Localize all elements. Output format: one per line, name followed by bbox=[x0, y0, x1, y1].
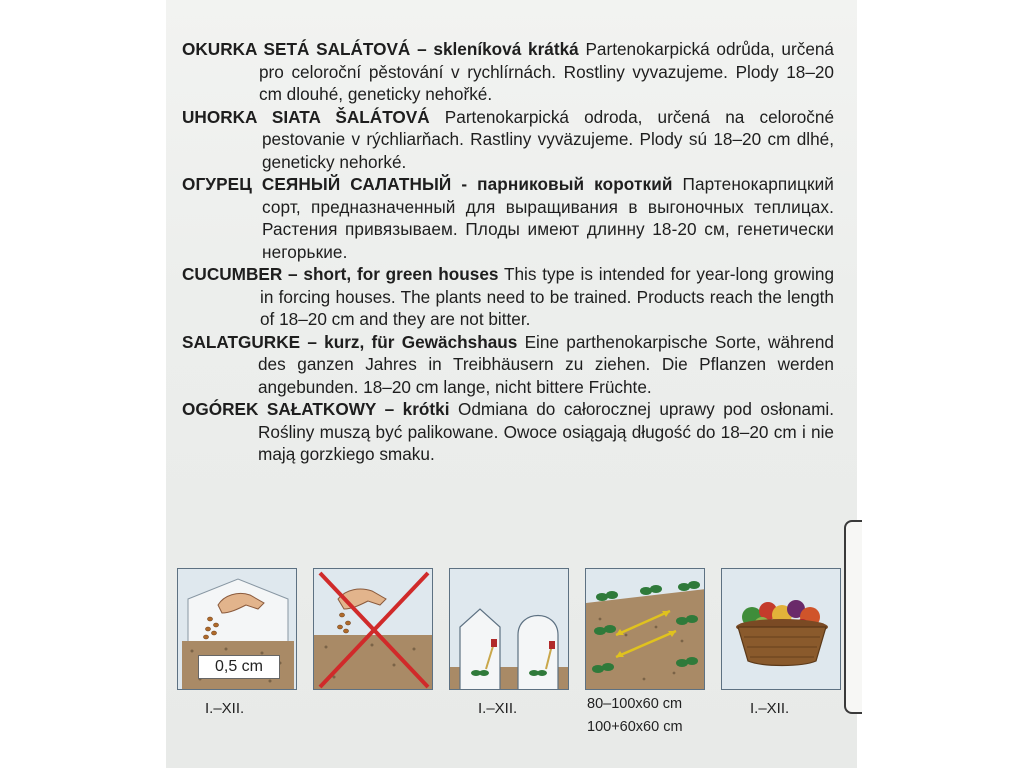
greenhouse-planting-icon bbox=[449, 568, 569, 690]
body-english: This type is intended for year-long growing in forcing houses. The plants need to be trained. Products reach the length of 18–20 cm and they are not bitter. bbox=[260, 264, 835, 329]
heading-german: SALATGURKE – kurz, für Gewächshaus bbox=[182, 331, 518, 352]
sowing-depth-label: 0,5 cm bbox=[198, 655, 280, 679]
plant-spacing-illustration bbox=[586, 569, 705, 690]
harvest-basket-icon bbox=[721, 568, 841, 690]
spacing-caption-line2: 100+60x60 cm bbox=[587, 719, 683, 735]
paragraph-english bbox=[182, 263, 834, 331]
greenhouse-period-caption: I.–XII. bbox=[478, 700, 518, 717]
harvest-period-caption: I.–XII. bbox=[750, 700, 790, 717]
spacing-caption-line1: 80–100x60 cm bbox=[587, 696, 683, 712]
packet-edge-strip bbox=[844, 520, 862, 714]
body-russian: Партенокарпицкий сорт, предназначенный для выращивания в выгоночных теплицах. Растения привязываем. Плоды имеют длинну 18-20 см, генетически негорькие. bbox=[262, 174, 834, 262]
paragraph-czech bbox=[182, 38, 834, 106]
harvest-basket-illustration bbox=[722, 569, 841, 690]
body-polish: Odmiana do całorocznej uprawy pod osłonami. Rośliny muszą być palikowane. Owoce osiągają długość do 18–20 cm i nie mają gorzkiego smaku. bbox=[258, 399, 834, 464]
heading-english: CUCUMBER – short, for green houses bbox=[182, 264, 499, 284]
heading-czech: OKURKA SETÁ SALÁTOVÁ – skleníková krátká bbox=[182, 39, 579, 59]
heading-russian: ОГУРЕЦ СЕЯНЫЙ САЛАТНЫЙ - парниковый короткий bbox=[182, 174, 673, 194]
description-text bbox=[182, 38, 834, 466]
no-direct-sowing-icon bbox=[313, 568, 433, 690]
sowing-period-caption: I.–XII. bbox=[205, 700, 245, 717]
paragraph-polish bbox=[182, 398, 834, 466]
paragraph-german bbox=[182, 331, 834, 399]
heading-polish: OGÓREK SAŁATKOWY – krótki bbox=[182, 399, 450, 419]
plant-spacing-icon bbox=[585, 568, 705, 690]
paragraph-slovak bbox=[182, 106, 834, 174]
paragraph-russian bbox=[182, 173, 834, 263]
sowing-depth-icon bbox=[177, 568, 297, 690]
body-czech: Partenokarpická odrůda, určená pro celoroční pěstování v rychlírnách. Rostliny vyvazujeme. Plody 18–20 cm dlouhé, geneticky nehořké. bbox=[259, 39, 834, 104]
no-direct-sowing-illustration bbox=[314, 569, 433, 690]
body-german: Eine parthenokarpische Sorte, während des ganzen Jahres in Treibhäusern zu ziehen. Die Pflanzen werden angebunden. 18–20 cm lange, nicht bittere Früchte. bbox=[258, 331, 834, 397]
greenhouse-planting-illustration bbox=[450, 569, 569, 690]
cultivation-icons bbox=[177, 568, 837, 768]
body-slovak: Partenokarpická odroda, určená na celoročné pestovanie v rýchliarňach. Rastliny vyväzujeme. Plody sú 18–20 cm dlhé, geneticky nehorké. bbox=[262, 106, 835, 172]
heading-slovak: UHORKA SIATA ŠALÁTOVÁ bbox=[182, 106, 430, 127]
